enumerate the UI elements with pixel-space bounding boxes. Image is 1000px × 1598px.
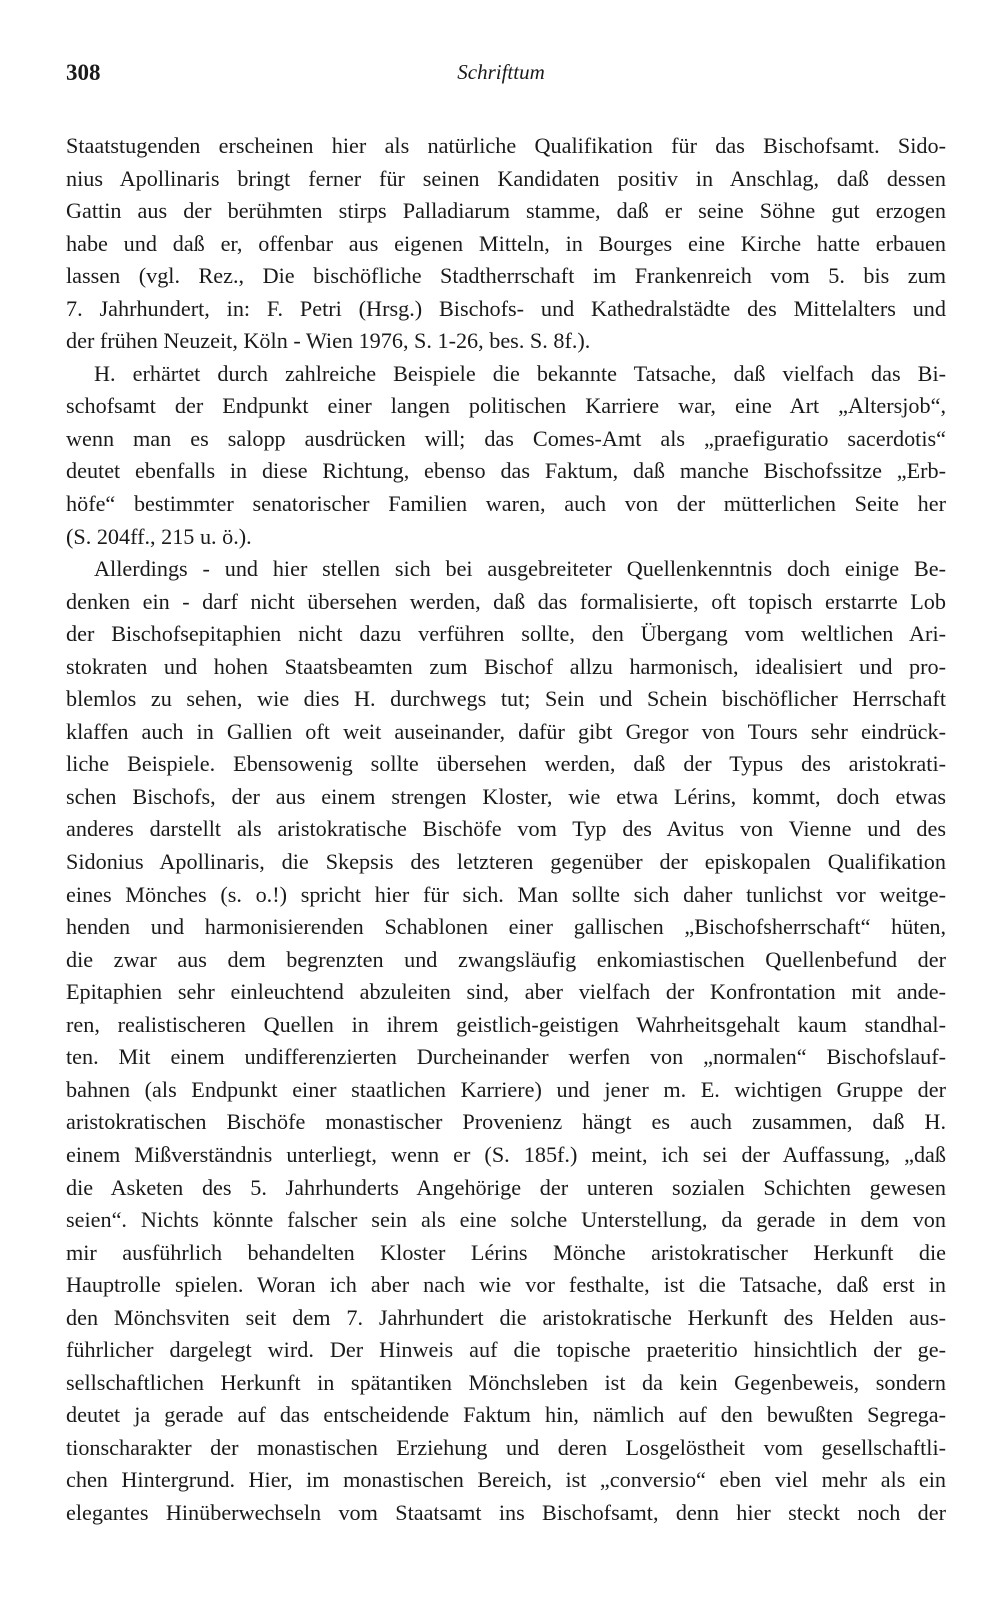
- text-line: der Bischofsepitaphien nicht dazu verführen sollte, den Übergang vom weltlichen Ari-: [66, 621, 946, 647]
- text-line: Staatstugenden erscheinen hier als natürliche Qualifikation für das Bischofsamt. Sido-: [66, 133, 946, 158]
- text-line: die zwar aus dem begrenzten und zwangsläufig enkomiastischen Quellenbefund der: [66, 946, 946, 972]
- text-line: (S. 204ff., 215 u. ö.).: [66, 523, 252, 549]
- body-text: [66, 130, 946, 1562]
- text-line: 7. Jahrhundert, in: F. Petri (Hrsg.) Bischofs- und Kathedralstädte des Mittelalters und: [66, 295, 946, 321]
- text-line: habe und daß er, offenbar aus eigenen Mitteln, in Bourges eine Kirche hatte erbauen: [66, 230, 946, 256]
- text-line: den Mönchsviten seit dem 7. Jahrhundert die aristokratische Herkunft des Helden aus-: [66, 1304, 946, 1330]
- text-line: wenn man es salopp ausdrücken will; das Comes-Amt als „praefiguratio sacerdotis“: [66, 425, 946, 451]
- text-line: stokraten und hohen Staatsbeamten zum Bischof allzu harmonisch, idealisiert und pro-: [66, 653, 946, 679]
- text-line: bahnen (als Endpunkt einer staatlichen Karriere) und jener m. E. wichtigen Gruppe der: [66, 1076, 946, 1102]
- text-line: schofsamt der Endpunkt einer langen politischen Karriere war, eine Art „Altersjob“,: [66, 393, 946, 419]
- text-line: höfe“ bestimmter senatorischer Familien waren, auch von der mütterlichen Seite her: [66, 491, 946, 517]
- text-line: chen Hintergrund. Hier, im monastischen Bereich, ist „conversio“ eben viel mehr als ein: [66, 1467, 946, 1493]
- text-line: elegantes Hinüberwechseln vom Staatsamt ins Bischofsamt, denn hier steckt noch der: [66, 1499, 946, 1525]
- text-line: H. erhärtet durch zahlreiche Beispiele die bekannte Tatsache, daß vielfach das Bi-: [94, 360, 946, 386]
- text-line: mir ausführlich behandelten Kloster Lérins Mönche aristokratischer Herkunft die: [66, 1239, 946, 1265]
- text-line: lassen (vgl. Rez., Die bischöfliche Stadtherrschaft im Frankenreich vom 5. bis zum: [66, 263, 946, 289]
- text-line: schen Bischofs, der aus einem strengen Kloster, wie etwa Lérins, kommt, doch etwas: [66, 783, 946, 809]
- text-line: deutet ebenfalls in diese Richtung, ebenso das Faktum, daß manche Bischofssitze „Erb-: [66, 458, 946, 484]
- text-line: ten. Mit einem undifferenzierten Durcheinander werfen von „normalen“ Bischofslauf-: [66, 1044, 946, 1070]
- text-line: ren, realistischeren Quellen in ihrem geistlich-geistigen Wahrheitsgehalt kaum standhal-: [66, 1011, 946, 1037]
- text-line: sellschaftlichen Herkunft in spätantiken Mönchsleben ist da kein Gegenbeweis, sondern: [66, 1369, 946, 1395]
- text-line: seien“. Nichts könnte falscher sein als eine solche Unterstellung, da gerade in dem von: [66, 1207, 946, 1233]
- page-header: [66, 60, 936, 94]
- text-line: deutet ja gerade auf das entscheidende Faktum hin, nämlich auf den bewußten Segrega-: [66, 1402, 946, 1428]
- text-line: führlicher dargelegt wird. Der Hinweis auf die topische praeteritio hinsichtlich der ge-: [66, 1337, 946, 1363]
- text-line: klaffen auch in Gallien oft weit auseinander, dafür gibt Gregor von Tours sehr eindrück-: [66, 718, 946, 744]
- text-line: aristokratischen Bischöfe monastischer Provenienz hängt es auch zusammen, daß H.: [66, 1109, 946, 1135]
- text-line: liche Beispiele. Ebensowenig sollte übersehen werden, daß der Typus des aristokrati-: [66, 751, 946, 777]
- text-line: einem Mißverständnis unterliegt, wenn er (S. 185f.) meint, ich sei der Auffassung, „daß: [66, 1141, 946, 1167]
- text-line: denken ein - darf nicht übersehen werden, daß das formalisierte, oft topisch erstarrte Lob: [66, 588, 946, 614]
- text-line: blemlos zu sehen, wie dies H. durchwegs tut; Sein und Schein bischöflicher Herrschaft: [66, 686, 946, 712]
- running-head: Schrifttum: [457, 60, 545, 84]
- text-line: Sidonius Apollinaris, die Skepsis des letzteren gegenüber der episkopalen Qualifikation: [66, 849, 946, 875]
- text-line: der frühen Neuzeit, Köln - Wien 1976, S. 1-26, bes. S. 8f.).: [66, 328, 591, 354]
- text-line: [66, 1530, 946, 1563]
- text-line: die Asketen des 5. Jahrhunderts Angehörige der unteren sozialen Schichten gewesen: [66, 1174, 946, 1200]
- text-line: Epitaphien sehr einleuchtend abzuleiten sind, aber vielfach der Konfrontation mit ande-: [66, 979, 946, 1005]
- text-line: Gattin aus der berühmten stirps Palladiarum stamme, daß er seine Söhne gut erzogen: [66, 198, 946, 224]
- text-line: eines Mönches (s. o.!) spricht hier für sich. Man sollte sich daher tunlichst vor weitge-: [66, 881, 946, 907]
- text-line: Allerdings - und hier stellen sich bei ausgebreiteter Quellenkenntnis doch einige Be-: [94, 556, 946, 582]
- text-line: nius Apollinaris bringt ferner für seinen Kandidaten positiv in Anschlag, daß dessen: [66, 165, 946, 191]
- text-line: Hauptrolle spielen. Woran ich aber nach wie vor festhalte, ist die Tatsache, daß erst in: [66, 1272, 946, 1298]
- page-number: 308: [66, 60, 101, 85]
- text-line: tionscharakter der monastischen Erziehung und deren Losgelöstheit vom gesellschaftli-: [66, 1434, 946, 1460]
- text-line: anderes darstellt als aristokratische Bischöfe vom Typ des Avitus von Vienne und des: [66, 816, 946, 842]
- text-line: henden und harmonisierenden Schablonen einer gallischen „Bischofsherrschaft“ hüten,: [66, 914, 946, 940]
